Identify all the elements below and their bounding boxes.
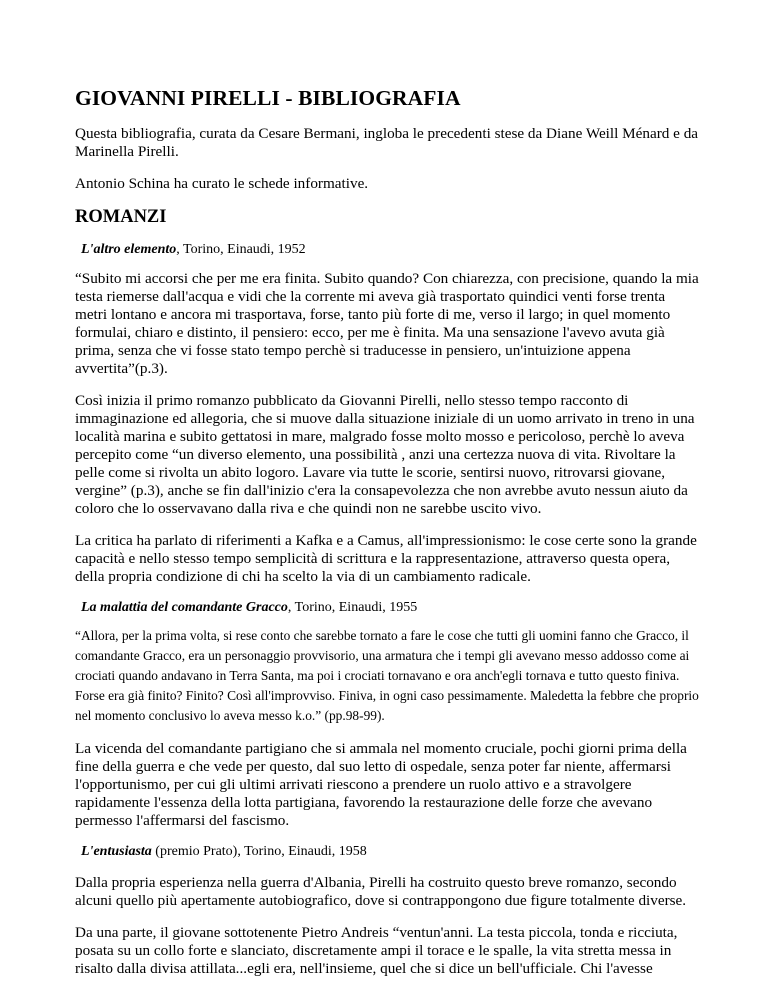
book1-quote: “Subito mi accorsi che per me era finita. Subito quando? Con chiarezza, con precisione, quando la mia testa riemerse dall'acqua e vidi che la corrente mi aveva già trasportato quindici venti forse trenta metri lontano e ancora mi trasportava, forse, tanto più forte di me, verso il largo; in quel momento formulai, chiaro e distinto, il pensiero: ecco, per me è finita. Ma una sensazione l'avevo avuta già prima, senza che vi fosse stato tempo perchè si traducesse in pensiero, un'intuizione appena avvertita”(p.3). [75,270,699,377]
book1-paragraph-1: Così inizia il primo romanzo pubblicato da Giovanni Pirelli, nello stesso tempo racconto di immaginazione ed allegoria, che si muove dalla situazione iniziale di un uomo arrivato in treno in una località marina e subito gettatosi in mare, malgrado fosse molto mosso e pericoloso, perchè lo aveva percepito come “un diverso elemento, una possibilità , anzi una certezza nuova di vita. Rivoltare la pelle come si rivolta un abito logoro. Lavare via tutte le scorie, sentirsi nuovo, ritrovarsi giovane, vergine” (p.3), anche se fin dall'inizio c'era la consapevolezza che non avrebbe avuto nessun aiuto da coloro che lo osservavano dalla riva e che quindi non ne sarebbe uscito vivo. [75,392,695,517]
book-title: La malattia del comandante Gracco [81,600,288,615]
page-title: GIOVANNI PIRELLI - BIBLIOGRAFIA [75,86,461,110]
book3-paragraph-2: Da una parte, il giovane sottotenente Pietro Andreis “ventun'anni. La testa piccola, tonda e ricciuta, posata su un collo forte e slanciato, discretamente ampi il torace e le spalle, la vita stretta messa in risalto dalla divisa attillata...egli era, nell'insieme, quel che si dice un bell'ufficiale. Chi l'avesse [75,924,678,977]
book2-paragraph-1: La vicenda del comandante partigiano che si ammala nel momento cruciale, pochi giorni prima della fine della guerra e che vede per questo, dal suo letto di ospedale, senza poter far niente, affermarsi l'opportunismo, per cui gli ultimi arrivati riescono a prendere un ruolo attivo e a stravolgere rapidamente l'essenza della lotta partigiana, favorendo la restaurazione delle forze che avevano permesso l'affermarsi del fascismo. [75,740,687,829]
intro-paragraph: Questa bibliografia, curata da Cesare Bermani, ingloba le precedenti stese da Diane Weill Ménard e da Marinella Pirelli. [75,125,699,160]
book-title: L'altro elemento [81,242,177,257]
book3-paragraph-1: Dalla propria esperienza nella guerra d'Albania, Pirelli ha costruito questo breve romanzo, secondo alcuni quello più apertamente autobiografico, dove si contrappongono due figure totalmente diverse. [75,874,687,909]
book-details: , Torino, Einaudi, 1952 [176,242,306,257]
section-heading: ROMANZI [75,207,167,227]
book-details: , Torino, Einaudi, 1955 [287,600,418,615]
credits-paragraph: Antonio Schina ha curato le schede informative. [75,175,369,192]
book-entry-altro-elemento [81,242,306,258]
book-title: L'entusiasta [81,844,152,859]
book2-quote: “Allora, per la prima volta, si rese conto che sarebbe tornato a fare le cose che tutti gli uomini fanno che Gracco, il comandante Gracco, era un personaggio provvisorio, una armatura che i tempi gli avevano messo addosso come ai crociati quando andavano in Terra Santa, ma poi i crociati tornavano e ora anch'egli tornava e tutto questo finiva. Forse era già finito? Finito? Così all'improvviso. Finiva, in ogni caso pessimamente. Maledetta la febbre che proprio nel momento conclusivo lo aveva messo k.o.” (pp.98-99). [75,628,699,723]
book-entry-malattia [81,600,417,616]
book-entry-entusiasta [81,844,367,860]
book-details: (premio Prato), Torino, Einaudi, 1958 [151,844,367,859]
book1-paragraph-2: La critica ha parlato di riferimenti a Kafka e a Camus, all'impressionismo: le cose certe sono la grande capacità e nello stesso tempo semplicità di scrittura e la rappresentazione, attraverso questa opera, della propria condizione di chi ha scelto la via di un cambiamento radicale. [75,532,697,585]
